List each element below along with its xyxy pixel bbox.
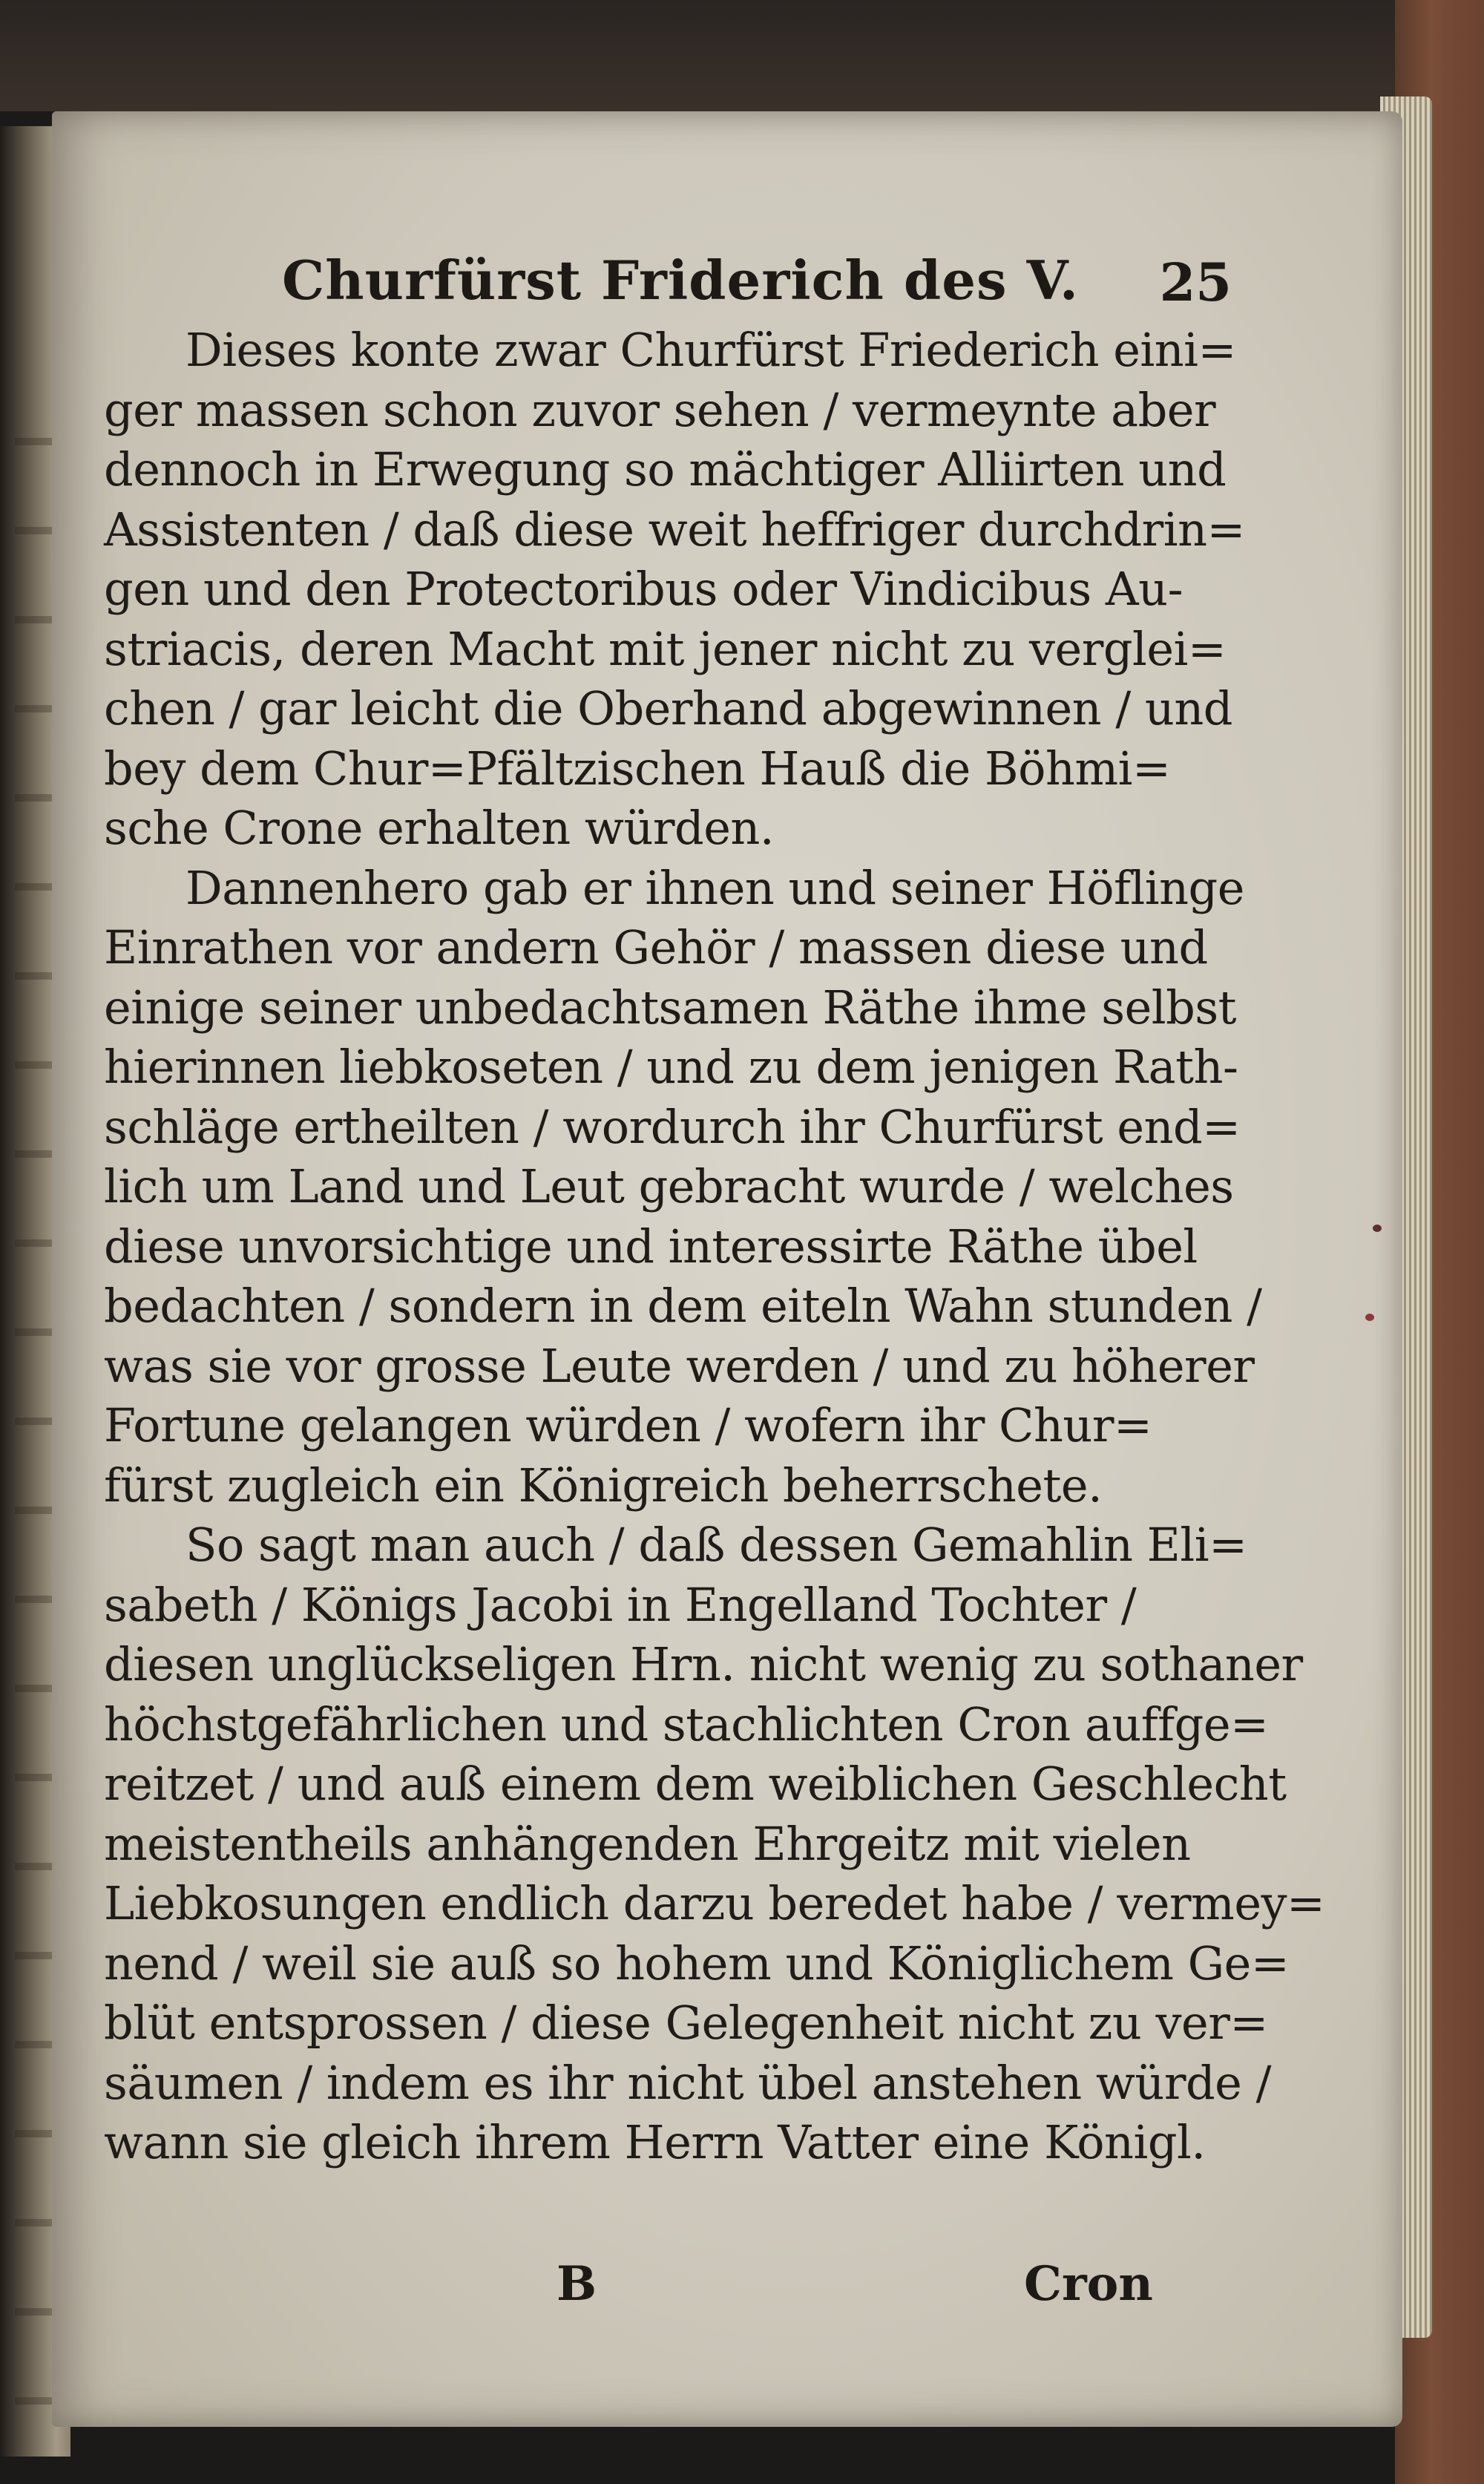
text-line: diese unvorsichtige und interessirte Räthe übel xyxy=(104,1219,1198,1274)
text-line: bedachten / sondern in dem eiteln Wahn stunden / xyxy=(104,1279,1262,1333)
text-line: dennoch in Erwegung so mächtiger Alliirten und xyxy=(104,442,1227,497)
text-line: schläge ertheilten / wordurch ihr Churfürst end= xyxy=(104,1099,1241,1154)
text-line: blüt entsprossen / diese Gelegenheit nicht zu ver= xyxy=(104,1996,1268,2050)
text-line: gen und den Protectoribus oder Vindicibus Au- xyxy=(104,562,1183,616)
text-line: hierinnen liebkoseten / und zu dem jenigen Rath- xyxy=(104,1040,1238,1094)
body-text xyxy=(104,321,1325,2173)
signature-mark: B xyxy=(556,2256,597,2312)
text-line: wann sie gleich ihrem Herrn Vatter eine Königl. xyxy=(104,2115,1206,2169)
page-number: 25 xyxy=(1159,252,1232,313)
text-line: diesen unglückseligen Hrn. nicht wenig zu sothaner xyxy=(104,1637,1303,1691)
text-line: sabeth / Königs Jacobi in Engelland Tochter / xyxy=(104,1577,1137,1632)
text-line: striacis, deren Macht mit jener nicht zu verglei= xyxy=(104,621,1227,676)
text-line: So sagt man auch / daß dessen Gemahlin Eli= xyxy=(186,1518,1247,1572)
text-line: fürst zugleich ein Königreich beherrschete. xyxy=(104,1458,1103,1513)
running-title: Churfürst Friderich des V. xyxy=(282,249,1079,312)
text-line: höchstgefährlichen und stachlichten Cron auffge= xyxy=(104,1697,1269,1751)
text-line: Dannenhero gab er ihnen und seiner Höflinge xyxy=(186,860,1244,915)
text-line: lich um Land und Leut gebracht wurde / welches xyxy=(104,1159,1234,1213)
text-line: Assistenten / daß diese weit heffriger durchdrin= xyxy=(104,502,1246,557)
text-line: reitzet / und auß einem dem weiblichen Geschlecht xyxy=(104,1757,1287,1811)
text-line: säumen / indem es ihr nicht übel anstehen würde / xyxy=(104,2055,1271,2110)
text-line: bey dem Chur=Pfältzischen Hauß die Böhmi= xyxy=(104,741,1171,796)
text-line: was sie vor grosse Leute werden / und zu höherer xyxy=(104,1338,1255,1393)
text-line: Fortune gelangen würden / wofern ihr Chur= xyxy=(104,1398,1152,1452)
ink-speck xyxy=(1365,1314,1374,1321)
ink-speck xyxy=(1373,1225,1382,1232)
text-line: meistentheils anhängenden Ehrgeitz mit vielen xyxy=(104,1816,1191,1871)
text-line: einige seiner unbedachtsamen Räthe ihme selbst xyxy=(104,980,1237,1035)
text-line: Dieses konte zwar Churfürst Friederich eini= xyxy=(186,323,1236,377)
catchword: Cron xyxy=(1024,2256,1153,2312)
text-line: ger massen schon zuvor sehen / vermeynte aber xyxy=(104,382,1216,437)
background-top xyxy=(0,0,1484,111)
text-line: nend / weil sie auß so hohem und Königlichem Ge= xyxy=(104,1936,1290,1990)
page-header xyxy=(223,249,1232,330)
text-line: chen / gar leicht die Oberhand abgewinnen / und xyxy=(104,681,1232,735)
text-line: sche Crone erhalten würden. xyxy=(104,801,775,855)
text-line: Einrathen vor andern Gehör / massen diese und xyxy=(104,920,1208,974)
text-line: Liebkosungen endlich darzu beredet habe / vermey= xyxy=(104,1876,1325,1930)
